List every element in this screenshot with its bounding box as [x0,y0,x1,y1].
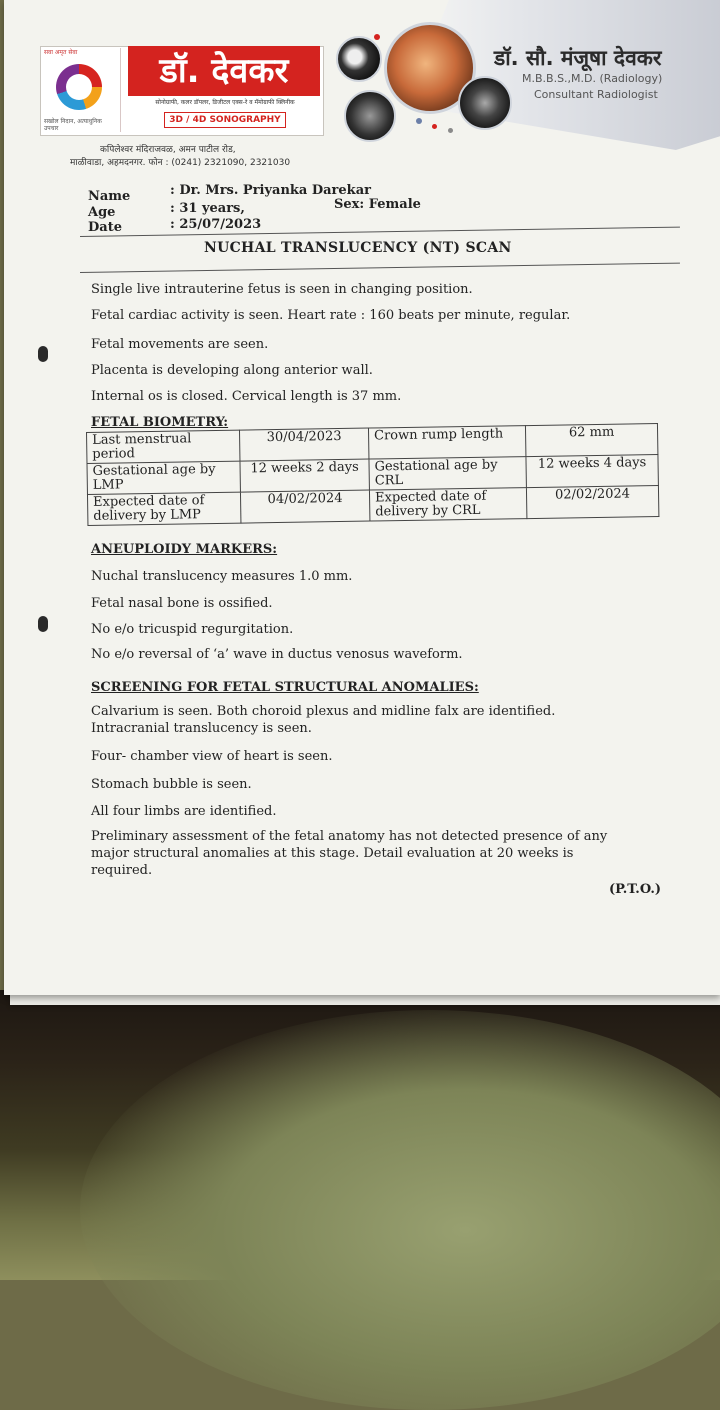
finding-line: Fetal cardiac activity is seen. Heart rate : 160 beats per minute, regular. [91,308,571,323]
name-value: : Dr. Mrs. Priyanka Darekar [170,183,371,198]
address-line-2: माळीवाडा, अहमदनगर. फोन : (0241) 2321090, 2321030 [70,158,291,168]
screening-line: All four limbs are identified. [91,804,277,819]
page-turn-note: (P.T.O.) [609,882,662,897]
doctor-degree: M.B.B.S.,M.D. (Radiology) [522,72,663,85]
finding-line: Internal os is closed. Cervical length is 37 mm. [91,389,402,404]
sex-value: Sex: Female [334,197,421,212]
table-cell: Last menstrual period [87,430,240,463]
date-label: Date [88,220,122,235]
address-line-1: कपिलेश्वर मंदिराजवळ, अमन पाटील रोड, [100,145,236,155]
marker-line: Nuchal translucency measures 1.0 mm. [91,569,353,584]
aneuploidy-heading: ANEUPLOIDY MARKERS: [91,542,278,557]
age-value: : 31 years, [170,201,245,216]
punch-hole [38,346,48,362]
table-cell: Expected date of delivery by CRL [369,488,526,521]
report-page [4,0,720,995]
table-cell: 12 weeks 2 days [240,459,369,492]
doctor-name: डॉ. सौ. मंजूषा देवकर [494,46,662,70]
marker-line: Fetal nasal bone is ossified. [91,596,273,611]
table-cell: 04/02/2024 [240,490,369,523]
logo-tagline-bottom: सखोल निदान, अत्याधुनिक उपचार [44,118,102,132]
marker-line: No e/o reversal of ‘a’ wave in ductus venosus waveform. [91,647,463,662]
doctor-role: Consultant Radiologist [534,88,658,101]
report-title: NUCHAL TRANSLUCENCY (NT) SCAN [204,240,512,256]
decor-dot [432,124,437,129]
punch-hole [38,616,48,632]
table-cell: 62 mm [525,424,657,457]
table-cell: Crown rump length [368,426,525,459]
age-label: Age [88,205,116,220]
screening-line: Preliminary assessment of the fetal anatomy has not detected presence of any major structural anomalies at this stage. Detail evaluation at 20 weeks is required. [91,829,608,878]
clinic-services: सोनोग्राफी, कलर डॉपलर, डिजीटल एक्स-रे व मॅमोग्राफी क्लिनीक [155,99,295,106]
decor-dot [374,34,380,40]
logo-tagline-top: सवा अमृत सेवा [44,49,78,56]
table-cell: 02/02/2024 [526,486,658,519]
finding-line: Single live intrauterine fetus is seen in changing position. [91,282,473,297]
mri-image-icon [344,90,396,142]
biometry-heading: FETAL BIOMETRY: [91,415,229,430]
table-cell: Gestational age by LMP [87,461,240,494]
name-label: Name [88,189,131,204]
screening-line: Four- chamber view of heart is seen. [91,749,333,764]
table-cell: 30/04/2023 [239,428,368,461]
decor-dot [448,128,453,133]
date-value: : 25/07/2023 [170,217,262,232]
decor-dot [416,118,422,124]
table-cell: Expected date of delivery by LMP [87,492,240,525]
xray-image-icon [458,76,512,130]
finding-line: Placenta is developing along anterior wall. [91,363,373,378]
scan-image-icon [336,36,382,82]
sonography-badge: 3D / 4D SONOGRAPHY [164,112,286,128]
logo-divider [120,48,121,132]
table-cell: Gestational age by CRL [369,457,526,490]
finding-line: Fetal movements are seen. [91,337,269,352]
screening-heading: SCREENING FOR FETAL STRUCTURAL ANOMALIES: [91,680,479,695]
table-cell: 12 weeks 4 days [526,455,658,488]
screening-line: Stomach bubble is seen. [91,777,252,792]
biometry-table [86,423,659,526]
clinic-brand: डॉ. देवकर [128,46,320,96]
logo-center [66,74,92,100]
marker-line: No e/o tricuspid regurgitation. [91,622,294,637]
screening-line: Calvarium is seen. Both choroid plexus and midline falx are identified. Intracranial translucency is seen. [91,704,556,736]
header-rule-bottom [80,263,680,273]
